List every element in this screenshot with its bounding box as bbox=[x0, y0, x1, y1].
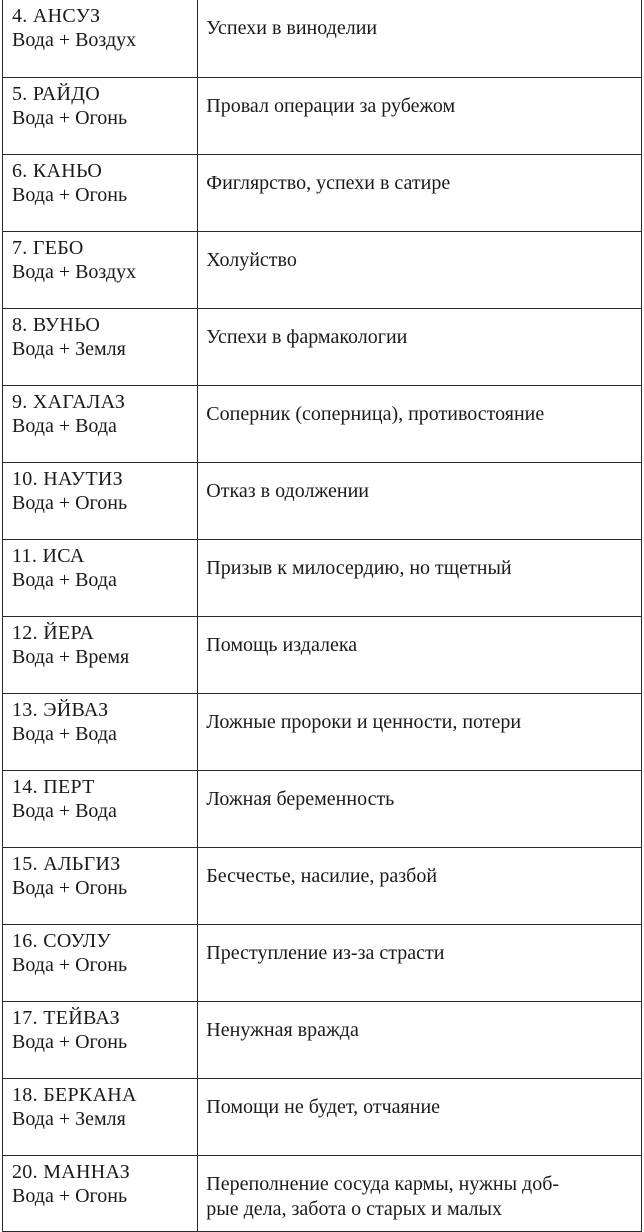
rune-meaning bbox=[206, 633, 635, 658]
table-row bbox=[3, 0, 642, 78]
meaning-line: Холуйство bbox=[206, 249, 297, 271]
meaning-line: Соперник (соперница), противостояние bbox=[206, 403, 545, 425]
rune-meaning bbox=[206, 1095, 635, 1120]
rune-name-cell bbox=[3, 540, 198, 617]
rune-name-cell bbox=[3, 463, 198, 540]
rune-meaning-cell bbox=[198, 463, 642, 540]
rune-meaning bbox=[206, 402, 635, 427]
meaning-line: Ложная беременность bbox=[206, 788, 395, 810]
rune-meaning bbox=[206, 710, 635, 735]
rune-elements: Вода + Огонь bbox=[12, 877, 128, 899]
rune-meaning bbox=[206, 864, 635, 889]
rune-name-cell bbox=[3, 232, 198, 309]
table-row bbox=[3, 617, 642, 694]
rune-elements: Вода + Огонь bbox=[12, 954, 128, 976]
rune-elements: Вода + Вода bbox=[12, 569, 117, 591]
rune-meaning-cell bbox=[198, 1002, 642, 1079]
rune-meaning bbox=[206, 479, 635, 504]
rune-name-cell bbox=[3, 925, 198, 1002]
meaning-line: Фиглярство, успехи в сатире bbox=[206, 172, 451, 194]
rune-title: 16. СОУЛУ bbox=[12, 930, 111, 952]
rune-meaning-cell bbox=[198, 309, 642, 386]
rune-title: 10. НАУТИЗ bbox=[12, 468, 123, 490]
rune-elements: Вода + Огонь bbox=[12, 492, 128, 514]
table-row bbox=[3, 78, 642, 155]
rune-name-cell bbox=[3, 1002, 198, 1079]
table-row bbox=[3, 386, 642, 463]
table-body bbox=[3, 0, 642, 1232]
rune-title: 12. ЙЕРА bbox=[12, 622, 95, 644]
rune-elements: Вода + Огонь bbox=[12, 107, 128, 129]
table-row bbox=[3, 232, 642, 309]
rune-name-cell bbox=[3, 0, 198, 78]
table-row bbox=[3, 1002, 642, 1079]
rune-name-cell bbox=[3, 1156, 198, 1232]
rune-meaning bbox=[206, 325, 635, 350]
meaning-line: Провал операции за рубежом bbox=[206, 95, 456, 117]
rune-meaning bbox=[206, 94, 635, 119]
rune-meaning bbox=[206, 16, 635, 41]
rune-name-cell bbox=[3, 78, 198, 155]
rune-meaning-cell bbox=[198, 155, 642, 232]
rune-meaning-cell bbox=[198, 1156, 642, 1232]
rune-title: 17. ТЕЙВАЗ bbox=[12, 1007, 120, 1029]
rune-elements: Вода + Огонь bbox=[12, 184, 128, 206]
rune-name-cell bbox=[3, 771, 198, 848]
table-row bbox=[3, 1079, 642, 1156]
table-row bbox=[3, 771, 642, 848]
rune-elements: Вода + Вода bbox=[12, 415, 117, 437]
rune-meaning-cell bbox=[198, 771, 642, 848]
rune-elements: Вода + Воздух bbox=[12, 261, 137, 283]
rune-title: 18. БЕРКАНА bbox=[12, 1084, 137, 1106]
meaning-line: Бесчестье, насилие, разбой bbox=[206, 865, 438, 887]
rune-elements: Вода + Время bbox=[12, 646, 130, 668]
rune-title: 8. ВУНЬО bbox=[12, 314, 101, 336]
rune-elements: Вода + Вода bbox=[12, 723, 117, 745]
meaning-line: Призыв к милосердию, но тщетный bbox=[206, 557, 512, 579]
rune-meaning-cell bbox=[198, 232, 642, 309]
rune-title: 13. ЭЙВАЗ bbox=[12, 699, 109, 721]
rune-elements: Вода + Вода bbox=[12, 800, 117, 822]
meaning-line: Преступление из-за страсти bbox=[206, 942, 445, 964]
rune-title: 5. РАЙДО bbox=[12, 83, 100, 105]
rune-name-cell bbox=[3, 848, 198, 925]
rune-elements: Вода + Огонь bbox=[12, 1185, 128, 1207]
rune-meaning bbox=[206, 1018, 635, 1043]
rune-elements: Вода + Земля bbox=[12, 1108, 126, 1130]
rune-name-cell bbox=[3, 386, 198, 463]
rune-meaning-cell bbox=[198, 78, 642, 155]
rune-title: 11. ИСА bbox=[12, 545, 85, 567]
table-row bbox=[3, 155, 642, 232]
rune-title: 4. АНСУЗ bbox=[12, 5, 101, 27]
rune-title: 20. МАННАЗ bbox=[12, 1161, 131, 1183]
meaning-line: Переполнение сосуда кармы, нужны доб- bbox=[206, 1173, 560, 1195]
rune-meanings-table bbox=[2, 0, 642, 1232]
table-row bbox=[3, 309, 642, 386]
meaning-line: Помощи не будет, отчаяние bbox=[206, 1096, 441, 1118]
rune-meaning-cell bbox=[198, 925, 642, 1002]
rune-meaning-cell bbox=[198, 617, 642, 694]
meaning-line: Успехи в виноделии bbox=[206, 17, 378, 39]
rune-name-cell bbox=[3, 309, 198, 386]
rune-meaning bbox=[206, 787, 635, 812]
table-row bbox=[3, 463, 642, 540]
rune-name-cell bbox=[3, 617, 198, 694]
rune-meaning-cell bbox=[198, 0, 642, 78]
table-row bbox=[3, 1156, 642, 1232]
meaning-line: Успехи в фармакологии bbox=[206, 326, 408, 348]
rune-name-cell bbox=[3, 155, 198, 232]
rune-name-cell bbox=[3, 694, 198, 771]
rune-title: 15. АЛЬГИЗ bbox=[12, 853, 121, 875]
rune-elements: Вода + Воздух bbox=[12, 29, 137, 51]
table-row bbox=[3, 848, 642, 925]
rune-meaning bbox=[206, 1172, 635, 1222]
rune-meaning-cell bbox=[198, 540, 642, 617]
rune-meaning-cell bbox=[198, 386, 642, 463]
rune-meaning bbox=[206, 556, 635, 581]
rune-title: 7. ГЕБО bbox=[12, 237, 84, 259]
rune-elements: Вода + Огонь bbox=[12, 1031, 128, 1053]
rune-meaning-cell bbox=[198, 694, 642, 771]
rune-title: 14. ПЕРТ bbox=[12, 776, 95, 798]
meaning-line: Ложные пророки и ценности, потери bbox=[206, 711, 522, 733]
rune-meaning-cell bbox=[198, 848, 642, 925]
rune-meaning bbox=[206, 171, 635, 196]
table-row bbox=[3, 540, 642, 617]
meaning-line: рые дела, забота о старых и малых bbox=[206, 1198, 502, 1220]
rune-meaning bbox=[206, 248, 635, 273]
rune-name-cell bbox=[3, 1079, 198, 1156]
meaning-line: Отказ в одолжении bbox=[206, 480, 369, 502]
rune-elements: Вода + Земля bbox=[12, 338, 126, 360]
meaning-line: Ненужная вражда bbox=[206, 1019, 359, 1041]
rune-title: 6. КАНЬО bbox=[12, 160, 103, 182]
table-row bbox=[3, 925, 642, 1002]
rune-meaning bbox=[206, 941, 635, 966]
rune-title: 9. ХАГАЛАЗ bbox=[12, 391, 126, 413]
table-row bbox=[3, 694, 642, 771]
rune-meaning-cell bbox=[198, 1079, 642, 1156]
meaning-line: Помощь издалека bbox=[206, 634, 358, 656]
